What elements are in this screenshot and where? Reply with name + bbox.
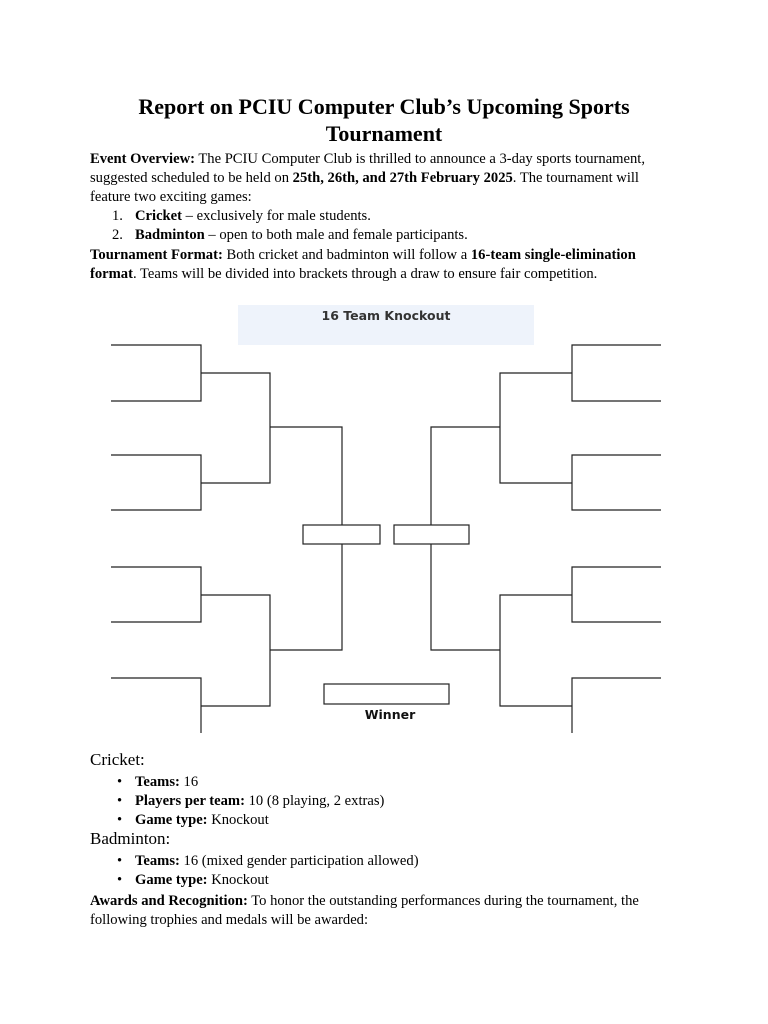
bullet-icon: •	[117, 812, 123, 828]
bullet-icon: •	[117, 793, 123, 809]
list-item	[90, 811, 680, 830]
bracket-line-left-r1-b	[111, 455, 201, 510]
list-item	[90, 207, 680, 226]
detail-label: Teams:	[135, 853, 180, 869]
detail-label: Game type:	[135, 872, 208, 888]
list-item	[90, 852, 680, 871]
bullet-icon: •	[117, 872, 123, 888]
left-finalist-box	[303, 525, 380, 544]
badminton-details-list	[90, 852, 680, 890]
event-overview-label: Event Overview:	[90, 151, 195, 167]
bracket-line-right-r1-c	[572, 567, 661, 622]
game-description: – exclusively for male students.	[182, 208, 371, 224]
detail-label: Teams:	[135, 774, 180, 790]
event-dates: 25th, 26th, and 27th February 2025	[292, 170, 513, 186]
winner-label: Winner	[364, 707, 416, 722]
bracket-line-right-r1-a	[572, 345, 661, 401]
detail-value: 16	[179, 774, 199, 790]
list-number: 1.	[112, 208, 123, 224]
bracket-line-left-r1-a	[111, 345, 201, 401]
bullet-icon: •	[117, 853, 123, 869]
bracket-line-left-r1-d	[111, 678, 201, 733]
tournament-format-paragraph	[90, 246, 680, 284]
awards-paragraph	[90, 892, 680, 930]
detail-value: 16 (mixed gender participation allowed)	[179, 853, 419, 869]
detail-value: Knockout	[207, 872, 269, 888]
right-finalist-box	[394, 525, 469, 544]
event-overview-text-1: The PCIU Computer Club is thrilled to announce a 3-day sports tournament, suggested scheduled to be held on	[90, 151, 646, 186]
list-number: 2.	[112, 227, 123, 243]
detail-value: Knockout	[207, 812, 269, 828]
winner-box	[324, 684, 449, 704]
awards-label: Awards and Recognition:	[90, 893, 248, 909]
bracket-line-left-r2-a	[201, 373, 270, 483]
game-name: Cricket	[135, 208, 183, 224]
list-item	[90, 871, 680, 890]
detail-value: 10 (8 playing, 2 extras)	[244, 793, 385, 809]
page-title: Report on PCIU Computer Club’s Upcoming Sports Tournament	[138, 94, 630, 146]
badminton-heading: Badminton:	[90, 829, 171, 848]
bracket-line-right-r2-b	[500, 595, 572, 706]
event-overview-text-2: . The tournament will feature two exciting games:	[90, 170, 639, 205]
bracket-line-left-r1-c	[111, 567, 201, 622]
cricket-heading: Cricket:	[90, 750, 145, 769]
tournament-format-text-1: Both cricket and badminton will follow a	[222, 247, 471, 263]
list-item	[90, 792, 680, 811]
tournament-format-type: 16-team single-elimination format	[90, 247, 636, 282]
list-item	[90, 226, 680, 245]
detail-label: Players per team:	[135, 793, 245, 809]
tournament-format-text-2: . Teams will be divided into brackets through a draw to ensure fair competition.	[132, 266, 598, 282]
tournament-format-label: Tournament Format:	[90, 247, 223, 263]
list-item	[90, 773, 680, 792]
game-name: Badminton	[135, 227, 205, 243]
bracket-line-right-r1-d	[572, 678, 661, 733]
bracket-line-right-r1-b	[572, 455, 661, 510]
awards-text: To honor the outstanding performances during the tournament, the following trophies and medals will be awarded:	[90, 893, 639, 928]
bullet-icon: •	[117, 774, 123, 790]
game-description: – open to both male and female participants.	[204, 227, 468, 243]
games-list	[90, 207, 680, 245]
bracket-line-left-r2-b	[201, 595, 270, 706]
event-overview-paragraph	[90, 150, 680, 207]
knockout-bracket-diagram	[108, 303, 664, 733]
bracket-line-right-r2-a	[500, 373, 572, 483]
cricket-details-list	[90, 773, 680, 830]
bracket-header: 16 Team Knockout	[321, 308, 451, 323]
detail-label: Game type:	[135, 812, 208, 828]
